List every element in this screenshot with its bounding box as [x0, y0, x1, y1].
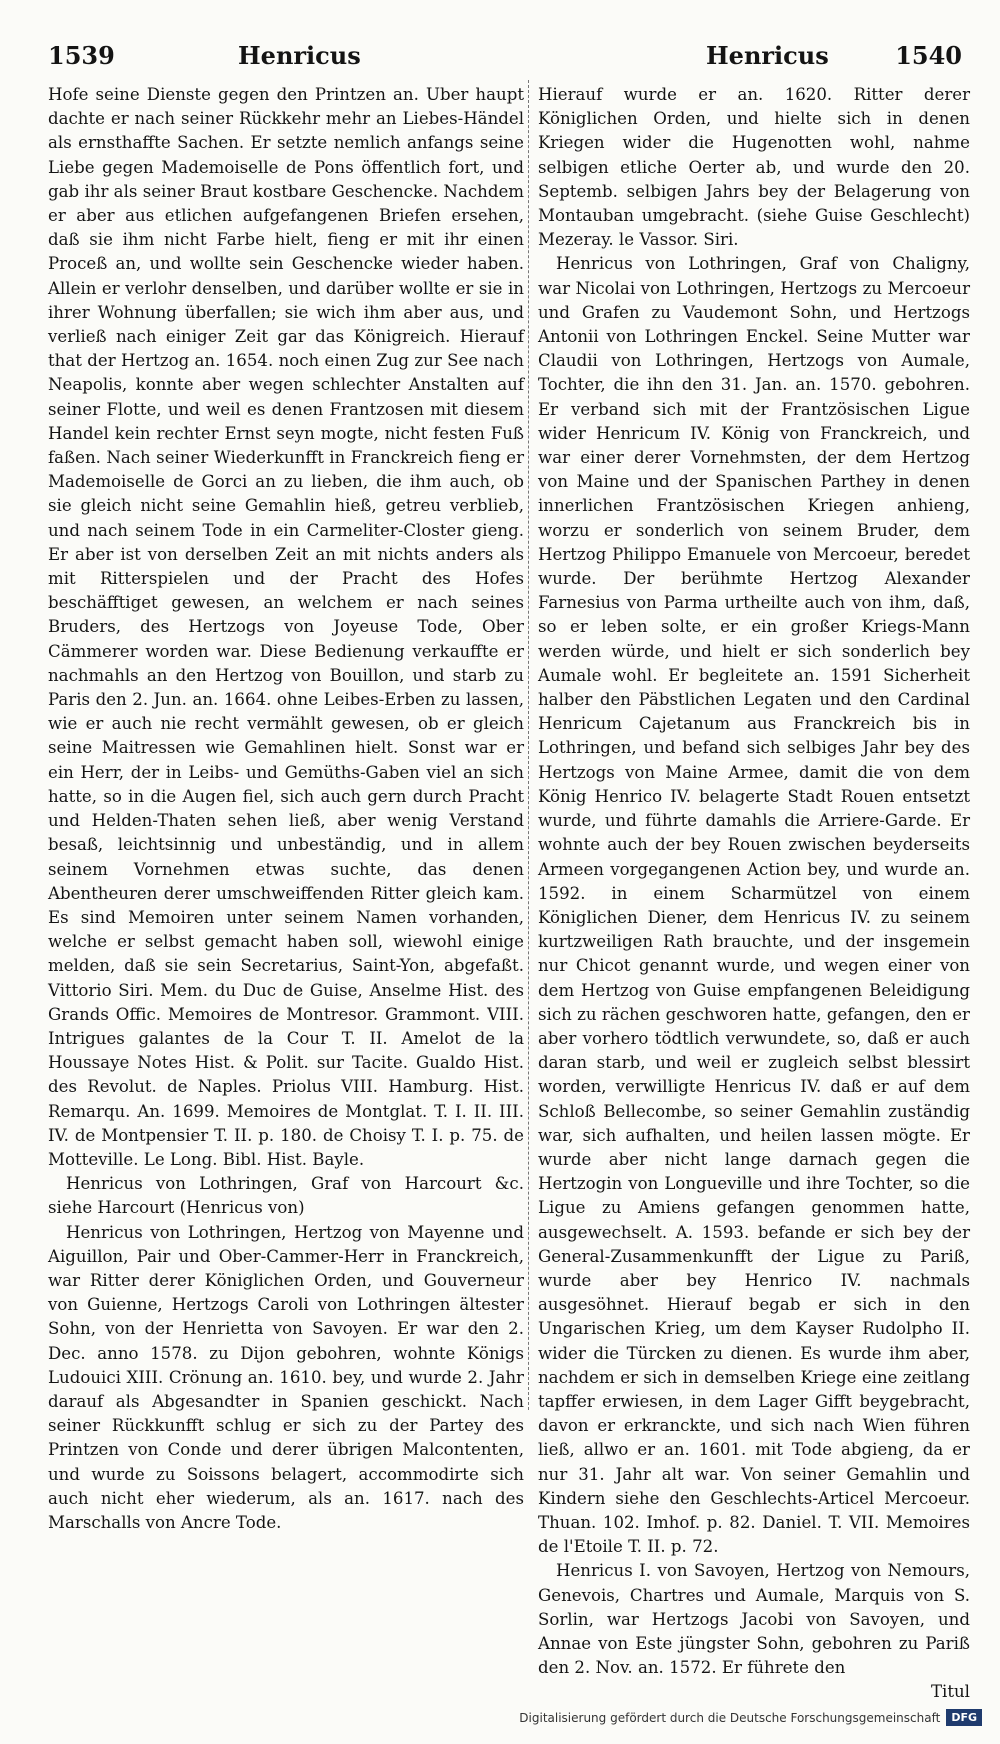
left-running-title: Henricus	[238, 41, 361, 70]
page-header	[48, 38, 962, 74]
footer-credit: Digitalisierung gefördert durch die Deutsche Forschungsgemeinschaft	[519, 1710, 941, 1725]
column-divider	[528, 80, 529, 1410]
right-entry-chaligny: Henricus von Lothringen, Graf von Chaligny, war Nicolai von Lothringen, Hertzogs zu Mercoeur und Grafen zu Vaudemont Sohn, und Hertzogs Antonii von Lothringen Enckel. Seine Mutter war Claudii von Lothringen, Hertzogs von Aumale, Tochter, die ihn den 31. Jan. an. 1570. gebohren. Er verband sich mit der Frantzösischen Ligue wider Henricum IV. König von Franckreich, und war einer derer Vornehmsten, der dem Hertzog von Maine und der Spanischen Parthey in denen innerlichen Frantzösischen Kriegen anhieng, worzu er sonderlich von seinem Bruder, dem Hertzog Philippo Emanuele von Mercoeur, beredet wurde. Der berühmte Hertzog Alexander Farnesius von Parma urtheilte auch von ihm, daß, so er leben solte, er ein großer Kriegs-Mann werden würde, und hielt er sich sonderlich bey Aumale wohl. Er begleitete an. 1591 Sicherheit halber den Päbstlichen Legaten und den Cardinal Henricum Cajetanum aus Franckreich bis in Lothringen, und befand sich selbiges Jahr bey des Hertzogs von Maine Armee, damit die von dem König Henrico IV. belagerte Stadt Rouen entsetzt wurde, und führte damahls die Arriere-Garde. Er wohnte auch der bey Rouen zwischen beyderseits Armeen vorgegangenen Action bey, und wurde an. 1592. in einem Scharmützel von einem Königlichen Diener, dem Henricus IV. zu seinem kurtzweiligen Rath brauchte, und der insgemein nur Chicot genannt wurde, und wegen einer von dem Hertzog von Guise empfangenen Beleidigung sich zu rächen geschworen hatte, gefangen, den er aber vorhero tödtlich verwundete, so, daß er auch daran starb, und weil er zugleich selbst blessirt worden, verwilligte Henricus IV. daß er auf dem Schloß Bellecombe, so seiner Gemahlin zuständig war, sich aufhalten, und heilen lassen mögte. Er wurde aber nicht lange darnach gegen die Hertzogin von Longueville und ihre Tochter, so die Ligue zu Amiens gefangen genommen hatte, ausgewechselt. A. 1593. befande er sich bey der General-Zusammenkunfft der Ligue zu Pariß, wurde aber bey Henrico IV. nachmals ausgesöhnet. Hierauf begab er sich in den Ungarischen Krieg, um dem Kayser Rudolpho II. wider die Türcken zu dienen. Es wurde ihm aber, nachdem er sich in demselben Kriege eine zeitlang tapffer erwiesen, in dem Lager Gifft beygebracht, davon er erkranckte, und sich nach Wien führen ließ, allwo er an. 1601. mit Tode abgieng, da er nur 31. Jahr alt war. Von seiner Gemahlin und Kindern siehe den Geschlechts-Articel Mercoeur. Thuan. 102. Imhof. p. 82. Daniel. T. VII. Memoires de l'Etoile T. II. p. 72.	[538, 254, 970, 1557]
catchword: Titul	[930, 1682, 970, 1702]
left-entry-mayenne: Henricus von Lothringen, Hertzog von Mayenne und Aiguillon, Pair und Ober-Cammer-Herr in Franckreich, war Ritter derer Königlichen Orden, und Gouverneur von Guienne, Hertzogs Caroli von Lothringen ältester Sohn, von der Henrietta von Savoyen. Er war den 2. Dec. anno 1578. zu Dijon gebohren, wohnte Königs Ludouici XIII. Crönung an. 1610. bey, und wurde 2. Jahr darauf als Abgesandter in Spanien geschickt. Nach seiner Rückkunfft schlug er sich zu der Partey des Printzen von Conde und derer übrigen Malcontenten, und wurde zu Soissons belagert, accommodirte sich auch nicht eher wiederum, als an. 1617. nach des Marschalls von Ancre Tode.	[48, 1222, 524, 1532]
right-paragraph-continuation: Hierauf wurde er an. 1620. Ritter derer Königlichen Orden, und hielte sich in denen Kriegen wider die Hugenotten wohl, nahme selbigen etliche Oerter ab, und wurde den 20. Septemb. selbigen Jahrs bey der Belagerung von Montauban umgebracht. (siehe Guise Geschlecht) Mezeray. le Vassor. Siri.	[538, 85, 970, 250]
dfg-logo: DFG	[946, 1709, 982, 1726]
left-column	[48, 83, 524, 1535]
digitization-footer	[519, 1709, 982, 1726]
right-running-title: Henricus	[706, 41, 829, 70]
left-page-number: 1539	[48, 41, 115, 70]
left-paragraph-continuation: Hofe seine Dienste gegen den Printzen an. Uber haupt dachte er nach seiner Rückkehr mehr an Liebes-Händel als ernsthaffte Sachen. Er setzte nemlich anfangs seine Liebe gegen Mademoiselle de Pons öffentlich fort, und gab ihr als seiner Braut kostbare Geschencke. Nachdem er aber aus etlichen aufgefangenen Briefen ersehen, daß sie ihm nicht Farbe hielt, fieng er mit ihr einen Proceß an, und wollte sein Geschencke wieder haben. Allein er verlohr denselben, und darüber wollte er sie in ihrer Wohnung überfallen; sie wich ihm aber aus, und verließ nach einiger Zeit gar das Königreich. Hierauf that der Hertzog an. 1654. noch einen Zug zur See nach Neapolis, konnte aber wegen schlechter Anstalten auf seiner Flotte, und weil es denen Frantzosen mit diesem Handel kein rechter Ernst seyn mogte, nicht festen Fuß faßen. Nach seiner Wiederkunfft in Franckreich fieng er Mademoiselle de Gorci an zu lieben, die ihm auch, ob sie gleich nicht seine Gemahlin hieß, getreu verblieb, und nach seinem Tode in ein Carmeliter-Closter gieng. Er aber ist von derselben Zeit an mit nichts anders als mit Ritterspielen und der Pracht des Hofes beschäfftiget gewesen, an welchem er nach seines Bruders, des Hertzogs von Joyeuse Tode, Ober Cämmerer worden war. Diese Bedienung verkauffte er nachmahls an den Hertzog von Bouillon, und starb zu Paris den 2. Jun. an. 1664. ohne Leibes-Erben zu lassen, wie er auch nie recht vermählt gewesen, ob er gleich seine Maitressen wie Gemahlinen hielt. Sonst war er ein Herr, der in Leibs- und Gemüths-Gaben viel an sich hatte, so in die Augen fiel, sich auch gern durch Pracht und Helden-Thaten sehen ließ, aber wenig Verstand besaß, leichtsinnig und unbeständig, und in allem seinem Vornehmen etwas suchte, das denen Abentheuren derer umschweiffenden Ritter gleich kam. Es sind Memoiren unter seinem Namen vorhanden, welche er selbst gemacht haben soll, wiewohl einige melden, daß sie sein Secretarius, Saint-Yon, abgefaßt. Vittorio Siri. Mem. du Duc de Guise, Anselme Hist. des Grands Offic. Memoires de Montresor. Grammont. VIII. Intrigues galantes de la Cour T. II. Amelot de la Houssaye Notes Hist. & Polit. sur Tacite. Gualdo Hist. des Revolut. de Naples. Priolus VIII. Hamburg. Hist. Remarqu. An. 1699. Memoires de Montglat. T. I. II. III. IV. de Montpensier T. II. p. 180. de Choisy T. I. p. 75. de Motteville. Le Long. Bibl. Hist. Bayle.	[48, 85, 524, 1169]
right-page-number: 1540	[895, 41, 962, 70]
right-entry-nemours: Henricus I. von Savoyen, Hertzog von Nemours, Genevois, Chartres und Aumale, Marquis von S. Sorlin, war Hertzogs Jacobi von Savoyen, und Annae von Este jüngster Sohn, gebohren zu Pariß den 2. Nov. an. 1572. Er führete den	[538, 1561, 970, 1678]
left-entry-harcourt: Henricus von Lothringen, Graf von Harcourt &c. siehe Harcourt (Henricus von)	[48, 1174, 524, 1218]
right-column	[538, 83, 970, 1705]
